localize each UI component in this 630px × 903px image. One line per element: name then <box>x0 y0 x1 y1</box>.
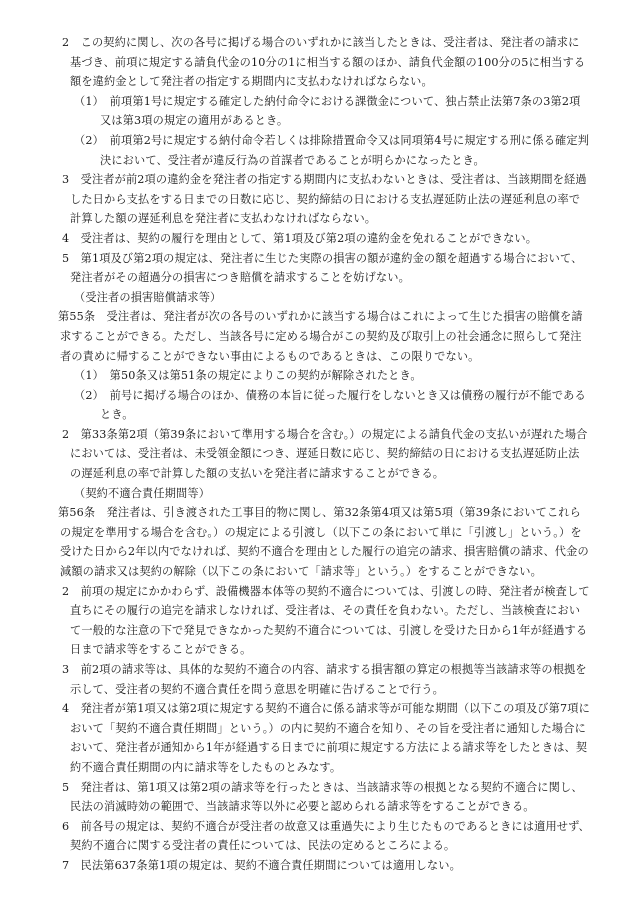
section-title: （契約不適合責任期間等） <box>74 486 211 500</box>
list-item: （2） 前号に掲げる場合のほか、債務の本旨に従った履行をしないとき又は債務の履行が不能であるとき。 <box>74 388 586 422</box>
paragraph: 2 この契約に関し、次の各号に掲げる場合のいずれかに該当したときは、受注者は、発注者の請求に基づき、前項に規定する請負代金の10分の1に相当する額のほか、請負代金額の100分の5に相当する額を違約金として発注者の指定する期間内に支払わなければならない。 <box>62 36 586 89</box>
list-item: （1） 前項第1号に規定する確定した納付命令における課徴金について、独占禁止法第7条の3第2項又は第3項の規定の適用があるとき。 <box>74 94 581 128</box>
paragraph: 3 前2項の請求等は、具体的な契約不適合の内容、請求する損害額の算定の根拠等当該請求等の根拠を示して、受注者の契約不適合責任を問う意思を明確に告げることで行う。 <box>62 663 587 696</box>
paragraph: 2 前項の規定にかかわらず、設備機器本体等の契約不適合については、引渡しの時、発注者が検査して直ちにその履行の追完を請求しなければ、受注者は、その責任を負わない。ただし、当該検査において一般的な注意の下で発見できなかった契約不適合については、引渡しを受けた日から1年が経過する日まで請求等をすることができる。 <box>62 584 590 657</box>
paragraph: 4 受注者は、契約の履行を理由として、第1項及び第2項の違約金を免れることができない。 <box>62 231 538 245</box>
paragraph: 4 発注者が第1項又は第2項に規定する契約不適合に係る請求等が可能な期間（以下この項及び第7項において「契約不適合責任期間」という。）の内に契約不適合を知り、その旨を受注者に通知した場合において、発注者が通知から1年が経過する日までに前項に規定する方法による請求等をしたときは、契約不適合責任期間の内に請求等をしたものとみなす。 <box>62 702 590 774</box>
list-item: （2） 前項第2号に規定する納付命令若しくは排除措置命令又は同項第4号に規定する刑に係る確定判決において、受注者が違反行為の首謀者であることが明らかになったとき。 <box>74 133 590 167</box>
paragraph: 7 民法第637条第1項の規定は、契約不適合責任期間については適用しない。 <box>62 858 461 872</box>
list-item: （1） 第50条又は第51条の規定によりこの契約が解除されたとき。 <box>74 369 422 383</box>
article-paragraph: 第55条 受注者は、発注者が次の各号のいずれかに該当する場合はこれによって生じた損害の賠償を請求することができる。ただし、当該各号に定める場合がこの契約及び取引上の社会通念に照らして発注者の責めに帰することができない事由によるものであるときは、この限りでない。 <box>58 310 583 363</box>
article-paragraph: 第56条 発注者は、引き渡された工事目的物に関し、第32条第4項又は第5項（第39条においてこれらの規定を準用する場合を含む。）の規定による引渡し（以下この条において単に「引渡し」という。）を受けた日から2年以内でなければ、契約不適合を理由とした履行の追完の請求、損害賠償の請求、代金の減額の請求又は契約の解除（以下この条において「請求等」という。）をすることができない。 <box>58 506 589 579</box>
section-title: （受注者の損害賠償請求等） <box>74 290 222 304</box>
paragraph: 5 発注者は、第1項又は第2項の請求等を行ったときは、当該請求等の根拠となる契約不適合に関し、民法の消滅時効の範囲で、当該請求等以外に必要と認められる請求等をすることができる。 <box>62 780 583 814</box>
paragraph: 6 前各号の規定は、契約不適合が受注者の故意又は重過失により生じたものであるときには適用せず、契約不適合に関する受注者の責任については、民法の定めるところによる。 <box>62 819 590 853</box>
paragraph: 5 第1項及び第2項の規定は、発注者に生じた実際の損害の額が違約金の額を超過する場合において、発注者がその超過分の損害につき賠償を請求することを妨げない。 <box>62 251 583 285</box>
paragraph: 2 第33条第2項（第39条において準用する場合を含む。）の規定による請負代金の支払いが遅れた場合においては、受注者は、未受領金額につき、遅延日数に応じ、契約締結の日における支払遅延防止法の遅延利息の率で計算した額の支払いを発注者に請求することができる。 <box>62 427 588 481</box>
paragraph: 3 受注者が前2項の違約金を発注者の指定する期間内に支払わないときは、受注者は、当該期間を経過した日から支払をする日までの日数に応じ、契約締結の日における支払遅延防止法の遅延利息の率で計算した額の遅延利息を発注者に支払わなければならない。 <box>62 173 587 226</box>
